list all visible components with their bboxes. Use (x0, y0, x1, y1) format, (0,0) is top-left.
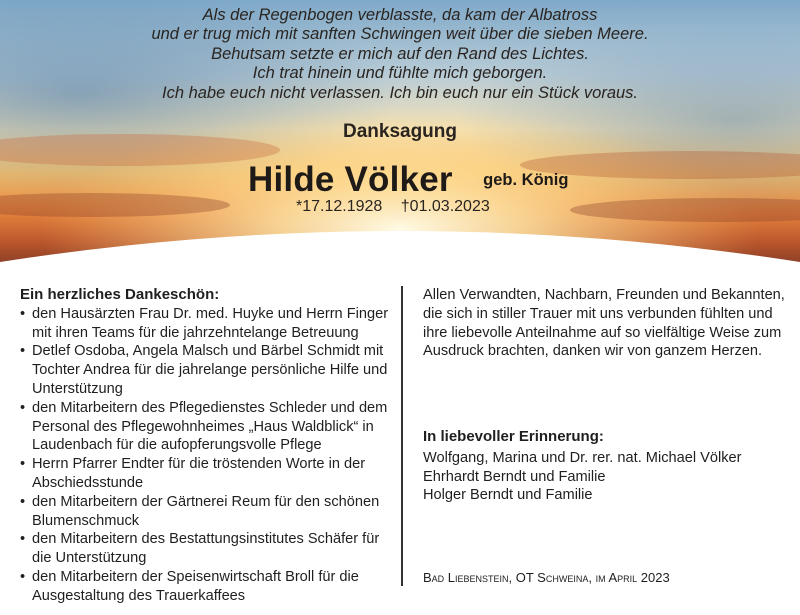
general-thanks-section (423, 286, 795, 361)
memory-section (423, 428, 795, 505)
list-item (20, 399, 392, 455)
poem-line: Behutsam setzte er mich auf den Rand des Lichtes. (211, 44, 589, 63)
death-date: †01.03.2023 (400, 198, 490, 215)
general-thanks-text: Allen Verwandten, Nachbarn, Freunden und Bekannten, die sich in stiller Trauer mit uns verbunden fühlten und ihre liebevolle Anteilnahme auf so vielfältige Weise zum Ausdruck brachten, danken wir von ganzem Herzen. (423, 287, 785, 360)
list-item-text: den Hausärzten Frau Dr. med. Huyke und Herrn Finger mit ihren Teams für die jahrzehntelange Betreuung (32, 305, 389, 341)
list-item (20, 305, 392, 343)
life-dates (296, 198, 490, 216)
list-item (20, 493, 392, 531)
list-item-text: den Mitarbeitern der Gärtnerei Reum für den schönen Blumenschmuck (32, 493, 380, 529)
place-and-date: Bad Liebenstein, OT Schweina, im April 2023 (423, 570, 670, 585)
page-title: Danksagung (342, 121, 458, 142)
list-item (20, 455, 392, 493)
thanks-heading: Ein herzliches Dankeschön: (20, 286, 220, 303)
bullet-icon: • (20, 456, 26, 473)
mourner-line: Ehrhardt Berndt und Familie (423, 468, 606, 485)
mourner-line: Wolfgang, Marina und Dr. rer. nat. Michael Völker (423, 449, 742, 466)
list-item-text: den Mitarbeitern des Pflegedienstes Schleder und dem Personal des Pflegewohnheimes „Haus Waldblick“ in Laudenbach für die aufopferungsvolle Pflege (32, 399, 388, 454)
deceased-name-row (248, 160, 568, 200)
bullet-icon: • (20, 568, 26, 585)
bullet-icon: • (20, 399, 26, 416)
poem (0, 6, 800, 103)
list-item (20, 530, 392, 568)
list-item-text: Herrn Pfarrer Endter für die tröstenden Worte in der Abschiedsstunde (32, 456, 366, 491)
birth-date: *17.12.1928 (296, 198, 383, 215)
bullet-icon: • (20, 493, 26, 510)
list-item-text: den Mitarbeitern der Speisenwirtschaft Broll für die Ausgestaltung des Trauerkaffees (32, 568, 359, 604)
poem-line: Als der Regenbogen verblasste, da kam der Albatross (202, 6, 598, 24)
mourner-line: Holger Berndt und Familie (423, 487, 593, 504)
bullet-icon: • (20, 531, 26, 548)
column-divider (401, 286, 403, 586)
poem-line: Ich habe euch nicht verlassen. Ich bin euch nur ein Stück voraus. (161, 83, 639, 102)
deceased-name: Hilde Völker (248, 160, 453, 199)
thanks-section (20, 286, 392, 606)
thanks-list (20, 305, 392, 606)
list-item-text: den Mitarbeitern des Bestattungsinstitutes Schäfer für die Unterstützung (32, 531, 380, 567)
bullet-icon: • (20, 305, 26, 322)
poem-line: Ich trat hinein und fühlte mich geborgen. (252, 64, 548, 83)
list-item (20, 568, 392, 606)
birth-name: geb. König (483, 171, 569, 189)
bullet-icon: • (20, 343, 26, 360)
memory-heading: In liebevoller Erinnerung: (423, 428, 604, 445)
poem-line: und er trug mich mit sanften Schwingen weit über die sieben Meere. (151, 25, 649, 44)
list-item (20, 342, 392, 398)
list-item-text: Detlef Osdoba, Angela Malsch und Bärbel Schmidt mit Tochter Andrea für die jahrelange persönliche Hilfe und Unterstützung (32, 343, 388, 397)
